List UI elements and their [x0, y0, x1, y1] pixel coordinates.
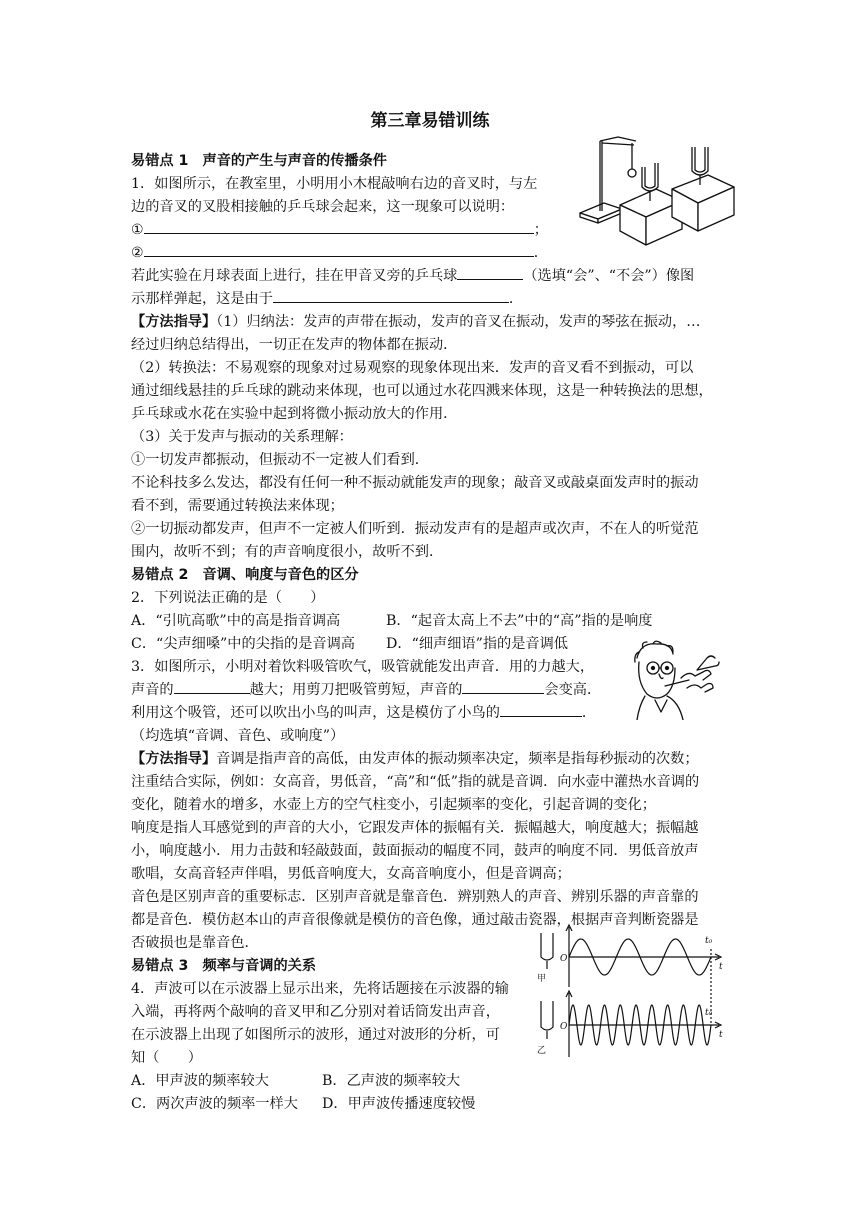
q3-line-4: （均选填“音调、音色、或响度”） — [131, 728, 345, 744]
origin-bottom-label: O — [560, 1022, 568, 1032]
page-title: 第三章易错训练 — [370, 111, 490, 131]
answer-blank[interactable] — [500, 702, 582, 717]
q2-option-a[interactable]: A．“引吭高歌”中的高是指音调高 — [131, 613, 341, 629]
method-2-line-8: 都是音色．模仿赵本山的声音很像就是模仿的音色像，通过敲击瓷器，根据声音判断瓷器是 — [131, 912, 699, 928]
section-3-heading: 易错点 3 频率与音调的关系 — [131, 958, 317, 974]
origin-top-label: O — [560, 954, 568, 964]
method-2-line-2: 注重结合实际，例如：女高音，男低音，“高”和“低”指的就是音调．向水壶中灌热水音调的 — [131, 774, 700, 790]
q1-line-6 — [131, 288, 523, 311]
q3-line-3-a: 利用这个吸管，还可以吹出小鸟的叫声，这是模仿了小鸟的 — [131, 705, 500, 721]
method-1-line-10: ②一切振动都发声，但声不一定被人们听到．振动发声有的是超声或次声，不在人的听觉范 — [131, 521, 699, 537]
q4-option-c[interactable]: C．两次声波的频率一样大 — [131, 1096, 298, 1112]
q1-blank-1-end: ； — [533, 222, 548, 238]
method-label: 【方法指导】 — [131, 314, 217, 330]
fork-yi-label: 乙 — [537, 1046, 547, 1056]
answer-blank[interactable] — [273, 288, 509, 303]
q4-option-d[interactable]: D．甲声波传播速度较慢 — [322, 1096, 476, 1112]
q1-line-5-a: 若此实验在月球表面上进行，挂在甲音叉旁的乒乓球 — [131, 268, 458, 284]
q4-line-1: 4．声波可以在示波器上显示出来，先将话题接在示波器的输 — [131, 981, 509, 997]
method-2-text-1: 音调是指声音的高低，由发声体的振动频率决定，频率是指每秒振动的次数； — [216, 751, 699, 767]
q1-line-6-b: ． — [508, 291, 524, 307]
q2-option-b[interactable]: B．“起音太高上不去”中的“高”指的是响度 — [386, 613, 653, 629]
q1-blank-2-end: ． — [533, 245, 548, 261]
method-2-line-7: 音色是区别声音的重要标志．区别声音就是靠音色．辨别熟人的声音、辨别乐器的声音靠的 — [131, 889, 699, 905]
q3-line-1: 3．如图所示，小明对着饮料吸管吹气，吸管就能发出声音．用的力越大， — [131, 659, 595, 675]
t0-top-label: t₀ — [705, 936, 713, 946]
q3-line-3-b: ． — [581, 705, 597, 721]
answer-blank[interactable] — [144, 219, 534, 234]
q4-line-2: 入端，再将两个敲响的音叉甲和乙分别对着话筒发出声音， — [131, 1004, 500, 1020]
q1-blank-2-label: ② — [131, 245, 144, 261]
q3-line-2-c: 会变高． — [544, 682, 602, 698]
answer-blank[interactable] — [144, 242, 534, 257]
method-1-line-9: 看不到，需要通过转换法来体现； — [131, 498, 344, 514]
method-label: 【方法指导】 — [131, 751, 217, 767]
q4-option-a[interactable]: A．甲声波的频率较大 — [131, 1073, 269, 1089]
method-1-text-1: （1）归纳法：发声的声带在振动，发声的音叉在振动，发声的琴弦在振动，… — [216, 314, 701, 330]
tuning-fork-yi-icon — [541, 1001, 553, 1030]
q3-line-2-b: 越大；用剪刀把吸管剪短，声音的 — [249, 682, 463, 698]
method-1-line-8: 不论科技多么发达，都没有任何一种不振动就能发声的现象；敲音叉或敲桌面发声时的振动 — [131, 475, 699, 491]
q2-option-c[interactable]: C．“尖声细嗓”中的尖指的是音调高 — [131, 636, 355, 652]
section-2-heading: 易错点 2 音调、响度与音色的区分 — [131, 567, 359, 583]
fork-jia-label: 甲 — [537, 974, 547, 984]
q1-blank-1-label: ① — [131, 222, 144, 238]
method-2-line-4: 响度是指人耳感觉到的声音的大小，它跟发声体的振幅有关．振幅越大，响度越大；振幅越 — [131, 820, 699, 836]
q4-line-3: 在示波器上出现了如图所示的波形，通过对波形的分析，可 — [131, 1027, 500, 1043]
q1-line-2: 边的音叉的叉股相接触的乒乓球会起来，这一现象可以说明： — [131, 199, 515, 215]
tuning-fork-jia-icon — [541, 933, 553, 960]
method-1-line-11: 围内，故听不到；有的声音响度很小，故听不到． — [131, 544, 444, 560]
q1-line-5-b: （选填“会”、“不会”）像图 — [523, 268, 695, 284]
method-2-line-1 — [131, 748, 699, 771]
q1-line-1: 1．如图所示，在教室里，小明用小木棍敲响右边的音叉时，与左 — [131, 176, 538, 192]
q1-line-5 — [131, 265, 694, 288]
t-axis-bottom-label: t — [719, 1030, 723, 1040]
q1-blank-1 — [131, 219, 548, 242]
method-2-line-3: 变化，随着水的增多，水壶上方的空气柱变小，引起频率的变化，引起音调的变化； — [131, 797, 656, 813]
q3-line-3 — [131, 702, 596, 725]
method-1-line-4: 通过细线悬挂的乒乓球的跳动来体现，也可以通过水花四溅来体现，这是一种转换法的思想， — [131, 383, 713, 399]
method-1-line-2: 经过归纳总结得出，一切正在发声的物体都在振动． — [131, 337, 458, 353]
method-1-line-7: ①一切发声都振动，但振动不一定被人们看到． — [131, 452, 429, 468]
method-2-line-5: 小，响度越小．用力击鼓和轻敲鼓面，鼓面振动的幅度不同，鼓声的响度不同．男低音放声 — [131, 843, 699, 859]
q2-stem: 2．下列说法正确的是（ ） — [131, 590, 325, 606]
q2-option-d[interactable]: D．“细声细语”指的是音调低 — [386, 636, 568, 652]
method-2-line-6: 歌唱，女高音轻声伴唱，男低音响度大，女高音响度小，但是音调高； — [131, 866, 571, 882]
method-2-line-9: 否破损也是靠音色． — [131, 935, 259, 951]
q4-line-4: 知（ ） — [131, 1050, 202, 1066]
q3-line-2-a: 声音的 — [131, 682, 174, 698]
t-axis-top-label: t — [719, 962, 723, 972]
waveform-figure — [533, 921, 727, 1065]
method-1-line-6: （3）关于发声与振动的关系理解： — [131, 429, 353, 445]
answer-blank[interactable] — [457, 265, 523, 280]
q1-blank-2 — [131, 242, 548, 265]
method-1-line-1 — [131, 311, 700, 334]
tuning-fork-experiment-figure — [576, 133, 736, 248]
q4-option-b[interactable]: B．乙声波的频率较大 — [322, 1073, 461, 1089]
q1-line-6-a: 示那样弹起，这是由于 — [131, 291, 273, 307]
section-1-heading: 易错点 1 声音的产生与声音的传播条件 — [131, 153, 387, 169]
answer-blank[interactable] — [462, 679, 544, 694]
straw-blowing-figure — [631, 640, 727, 720]
method-1-line-5: 乒乓球或水花在实验中起到将微小振动放大的作用． — [131, 406, 458, 422]
q3-line-2 — [131, 679, 601, 702]
method-1-line-3: （2）转换法：不易观察的现象对过易观察的现象体现出来．发声的音叉看不到振动，可以 — [131, 360, 694, 376]
t0-bottom-label: t₀ — [705, 1008, 713, 1018]
answer-blank[interactable] — [174, 679, 250, 694]
